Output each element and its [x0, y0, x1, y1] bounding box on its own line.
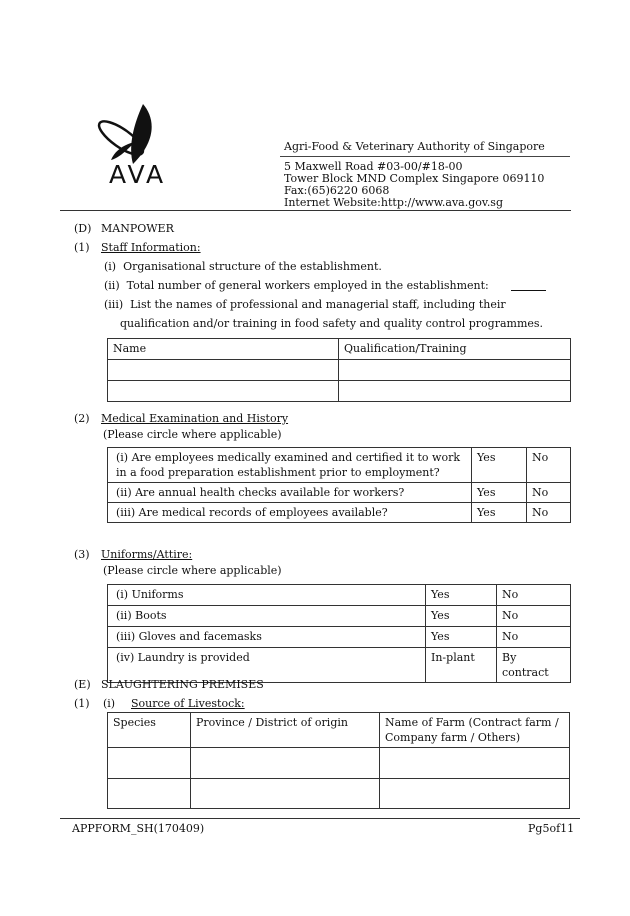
- province-cell[interactable]: [191, 779, 380, 809]
- staff-name-cell[interactable]: [108, 360, 339, 381]
- website: Internet Website:http://www.ava.gov.sg: [284, 196, 503, 209]
- uniform-q4: (iv) Laundry is provided: [108, 648, 426, 683]
- e-q1-title: Source of Livestock:: [131, 697, 245, 710]
- uniform-q3: (iii) Gloves and facemasks: [108, 627, 426, 648]
- farm-cell[interactable]: [380, 779, 570, 809]
- staff-name-cell[interactable]: [108, 381, 339, 402]
- uniforms-table: [107, 584, 571, 683]
- farm-cell[interactable]: [380, 748, 570, 779]
- livestock-col-farm: Name of Farm (Contract farm / Company farm / Others): [380, 713, 570, 748]
- table-row: [108, 585, 571, 606]
- q1-ii: (ii) Total number of general workers employed in the establishment:: [104, 279, 489, 292]
- q1-iii-b: qualification and/or training in food safety and quality control programmes.: [120, 317, 544, 330]
- table-row: [108, 503, 571, 523]
- staff-col-name: Name: [108, 339, 339, 360]
- section-e-title: SLAUGHTERING PREMISES: [101, 678, 264, 691]
- section-e-label: (E): [74, 678, 91, 691]
- province-cell[interactable]: [191, 748, 380, 779]
- page-number: Pg5of11: [528, 822, 575, 835]
- medical-q1: (i) Are employees medically examined and certified it to work in a food preparation establishment prior to employment?: [108, 448, 472, 483]
- q1-iii-a: (iii) List the names of professional and managerial staff, including their: [104, 298, 506, 311]
- staff-qual-cell[interactable]: [339, 381, 571, 402]
- e-q1-sub: (i): [103, 697, 116, 710]
- uniform-q1-yes[interactable]: Yes: [426, 585, 497, 606]
- q1-title: Staff Information:: [101, 241, 201, 254]
- ava-logo: [85, 100, 185, 192]
- address-line-1: 5 Maxwell Road #03-00/#18-00: [284, 160, 463, 173]
- medical-q3-no[interactable]: No: [527, 503, 571, 523]
- workers-count-blank[interactable]: [511, 290, 546, 291]
- table-row: [108, 627, 571, 648]
- livestock-col-province: Province / District of origin: [191, 713, 380, 748]
- species-cell[interactable]: [108, 748, 191, 779]
- q3-note: (Please circle where applicable): [103, 564, 282, 577]
- q1-i: (i) Organisational structure of the establishment.: [104, 260, 382, 273]
- species-cell[interactable]: [108, 779, 191, 809]
- address-line-2: Tower Block MND Complex Singapore 069110: [284, 172, 545, 185]
- uniform-q4-inplant[interactable]: In-plant: [426, 648, 497, 683]
- q2-note: (Please circle where applicable): [103, 428, 282, 441]
- uniform-q1-no[interactable]: No: [497, 585, 571, 606]
- q2-title: Medical Examination and History: [101, 412, 289, 425]
- fax: Fax:(65)6220 6068: [284, 184, 390, 197]
- q1-num: (1): [74, 241, 90, 254]
- section-d-title: MANPOWER: [101, 222, 174, 235]
- table-row: [108, 381, 571, 402]
- staff-qual-cell[interactable]: [339, 360, 571, 381]
- medical-q2-yes[interactable]: Yes: [472, 483, 527, 503]
- table-row: [108, 483, 571, 503]
- table-row: [108, 448, 571, 483]
- medical-table: [107, 447, 571, 523]
- uniform-q3-no[interactable]: No: [497, 627, 571, 648]
- uniform-q3-yes[interactable]: Yes: [426, 627, 497, 648]
- medical-q3-yes[interactable]: Yes: [472, 503, 527, 523]
- header-rule: [60, 210, 571, 211]
- uniform-q2: (ii) Boots: [108, 606, 426, 627]
- medical-q1-yes[interactable]: Yes: [472, 448, 527, 483]
- q3-title: Uniforms/Attire:: [101, 548, 193, 561]
- staff-table: [107, 338, 571, 402]
- uniform-q4-bycontract[interactable]: By contract: [497, 648, 571, 683]
- logo-text: AVA: [109, 160, 167, 189]
- table-row: [108, 748, 570, 779]
- medical-q2: (ii) Are annual health checks available for workers?: [108, 483, 472, 503]
- uniform-q2-no[interactable]: No: [497, 606, 571, 627]
- table-row: [108, 779, 570, 809]
- form-id: APPFORM_SH(170409): [72, 822, 205, 835]
- livestock-table: [107, 712, 570, 809]
- uniform-q1: (i) Uniforms: [108, 585, 426, 606]
- medical-q3: (iii) Are medical records of employees available?: [108, 503, 472, 523]
- header-divider: [280, 156, 570, 157]
- livestock-col-species: Species: [108, 713, 191, 748]
- medical-q2-no[interactable]: No: [527, 483, 571, 503]
- table-row: [108, 606, 571, 627]
- uniform-q2-yes[interactable]: Yes: [426, 606, 497, 627]
- q2-num: (2): [74, 412, 90, 425]
- medical-q1-no[interactable]: No: [527, 448, 571, 483]
- e-q1-num: (1): [74, 697, 90, 710]
- footer-rule: [60, 818, 580, 819]
- section-d-label: (D): [74, 222, 92, 235]
- table-row: [108, 360, 571, 381]
- q3-num: (3): [74, 548, 90, 561]
- org-name: Agri-Food & Veterinary Authority of Singapore: [284, 140, 545, 153]
- staff-col-qualification: Qualification/Training: [339, 339, 571, 360]
